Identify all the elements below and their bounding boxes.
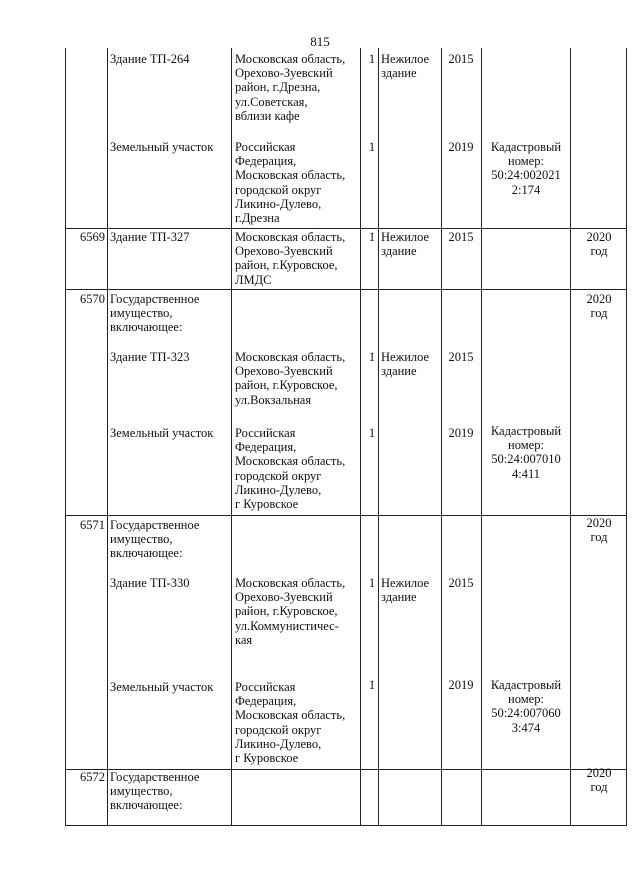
item-quantity: 1 [368, 140, 376, 154]
item-registration-year: 2020 год [586, 766, 612, 795]
column-line [626, 48, 627, 826]
item-quantity: 1 [368, 350, 376, 364]
item-registration-year: 2020 год [586, 292, 612, 321]
column-line [441, 48, 442, 826]
item-year: 2019 [448, 426, 474, 440]
item-name: Здание ТП-264 [110, 52, 190, 66]
item-name: Здание ТП-327 [110, 230, 190, 244]
item-registration-year: 2020 год [586, 516, 612, 545]
item-quantity: 1 [368, 52, 376, 66]
column-line [65, 48, 66, 826]
column-line [107, 48, 108, 826]
column-line [231, 48, 232, 826]
item-registration-year: 2020 год [586, 230, 612, 259]
item-name: Государственное имущество, включающее: [110, 292, 200, 335]
row-line [65, 228, 627, 229]
item-number: 6569 [80, 230, 105, 244]
item-name: Государственное имущество, включающее: [110, 770, 200, 813]
item-address: Российская Федерация, Московская область, городской округ Ликино-Дулево, г Куровское [235, 680, 346, 766]
item-cadastral-number: Кадастровый номер: 50:24:007060 3:474 [490, 678, 562, 735]
item-year: 2015 [448, 350, 474, 364]
item-year: 2015 [448, 52, 474, 66]
page-number: 815 [310, 34, 330, 49]
item-name: Земельный участок [110, 426, 214, 440]
item-name: Земельный участок [110, 140, 214, 154]
item-address: Московская область, Орехово-Зуевский район, г.Дрезна, ул.Советская, вблизи кафе [235, 52, 346, 123]
item-quantity: 1 [368, 426, 376, 440]
row-line [65, 289, 627, 290]
item-number: 6572 [80, 770, 105, 784]
item-type: Нежилое здание [381, 576, 430, 605]
item-year: 2015 [448, 230, 474, 244]
row-line [65, 515, 627, 516]
item-type: Нежилое здание [381, 230, 430, 259]
item-quantity: 1 [368, 678, 376, 692]
item-quantity: 1 [368, 230, 376, 244]
item-name: Государственное имущество, включающее: [110, 518, 200, 561]
item-address: Российская Федерация, Московская область, городской округ Ликино-Дулево, г.Дрезна [235, 140, 346, 226]
item-cadastral-number: Кадастровый номер: 50:24:007010 4:411 [490, 424, 562, 481]
item-name: Земельный участок [110, 680, 214, 694]
item-quantity: 1 [368, 576, 376, 590]
item-address: Российская Федерация, Московская область, городской округ Ликино-Дулево, г Куровское [235, 426, 346, 512]
item-number: 6571 [80, 518, 105, 532]
item-address: Московская область, Орехово-Зуевский район, г.Куровское, ул.Коммунистичес- кая [235, 576, 346, 647]
item-year: 2019 [448, 140, 474, 154]
item-year: 2019 [448, 678, 474, 692]
row-line [65, 825, 627, 826]
item-number: 6570 [80, 292, 105, 306]
item-address: Московская область, Орехово-Зуевский район, г.Куровское, ЛМДС [235, 230, 346, 287]
item-year: 2015 [448, 576, 474, 590]
item-address: Московская область, Орехово-Зуевский район, г.Куровское, ул.Вокзальная [235, 350, 346, 407]
item-name: Здание ТП-330 [110, 576, 190, 590]
item-cadastral-number: Кадастровый номер: 50:24:002021 2:174 [490, 140, 562, 197]
item-type: Нежилое здание [381, 350, 430, 379]
item-type: Нежилое здание [381, 52, 430, 81]
item-name: Здание ТП-323 [110, 350, 190, 364]
